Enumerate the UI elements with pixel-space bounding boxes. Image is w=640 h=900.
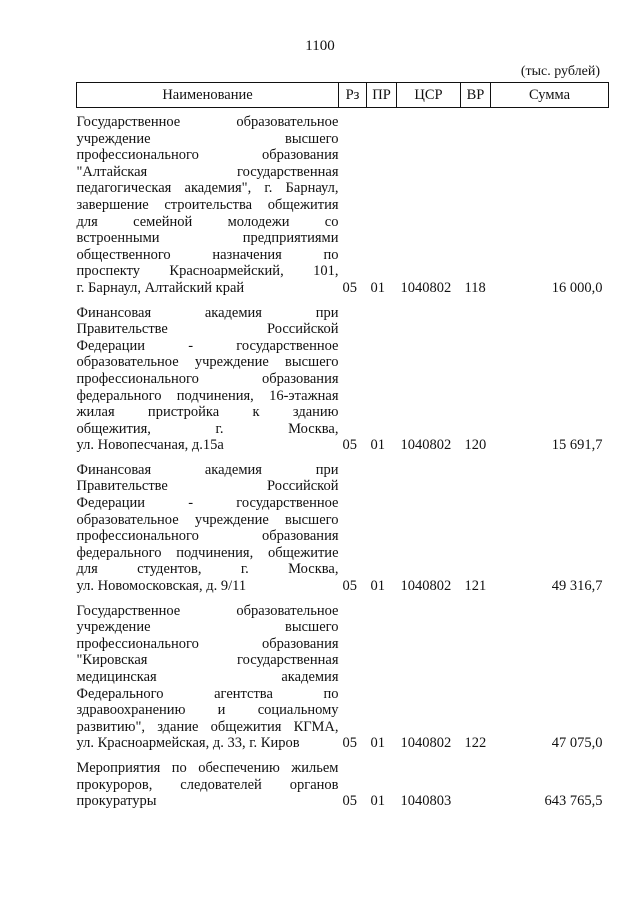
row-sum: 15 691,7 [551, 437, 603, 454]
row-pr: 01 [370, 735, 385, 752]
row-name-line: Федерации - государственное [76, 495, 339, 512]
row-name-line: общественного назначения по [76, 246, 339, 263]
row-name-line: Федерального агентства по [76, 685, 339, 702]
row-name-line: учреждение высшего [76, 130, 339, 147]
row-name-line: профессионального образования [76, 147, 339, 164]
row-name-line: Финансовая академия при [76, 304, 339, 321]
row-pr: 01 [370, 279, 385, 296]
row-name [77, 456, 339, 597]
row-name-line: педагогическая академия", г. Барнаул, [76, 180, 339, 197]
header-rz: Рз [339, 83, 367, 108]
row-name-line: Правительстве Российской [76, 478, 339, 495]
table-row [77, 108, 609, 299]
row-name-line: общежития, г. Москва, [76, 420, 339, 437]
row-name-line: для семейной молодежи со [76, 213, 339, 230]
row-name-line: встроенными предприятиями [76, 230, 339, 247]
row-vr: 122 [464, 735, 487, 752]
row-csr: 1040802 [400, 735, 452, 752]
table-header-row [77, 83, 609, 108]
row-name-line: ул. Новомосковская, д. 9/11 [76, 578, 247, 595]
row-name-line: ул. Красноармейская, д. 33, г. Киров [76, 735, 300, 752]
row-name [77, 597, 339, 754]
row-name-line: Государственное образовательное [76, 114, 339, 130]
table-row [77, 456, 609, 597]
row-pr: 01 [370, 578, 385, 595]
row-name-line: медицинская академия [76, 669, 339, 685]
row-name [77, 108, 339, 299]
header-sum: Сумма [491, 83, 609, 108]
row-sum: 47 075,0 [551, 735, 603, 752]
row-name-line: федерального подчинения, 16-этажная [76, 387, 339, 404]
row-name-line: федерального подчинения, общежитие [76, 544, 339, 561]
row-pr: 01 [370, 437, 385, 454]
row-csr: 1040802 [400, 279, 452, 296]
row-name-line: профессионального образования [76, 528, 339, 545]
units-label: (тыс. рублей) [520, 64, 600, 79]
row-name-line: здравоохранению и социальному [76, 702, 339, 719]
row-rz: 05 [342, 437, 357, 454]
row-vr: 120 [464, 437, 487, 454]
row-rz: 05 [342, 793, 357, 810]
row-vr: 121 [464, 578, 487, 595]
table-body [77, 108, 609, 812]
row-name-line: Государственное образовательное [76, 602, 339, 619]
row-name-line: "Алтайская государственная [76, 163, 339, 180]
table-row [77, 299, 609, 456]
row-rz: 05 [342, 578, 357, 595]
table-row [77, 754, 609, 812]
row-name-line: завершение строительства общежития [76, 196, 339, 213]
row-name-line: профессионального образования [76, 635, 339, 652]
row-sum: 49 316,7 [551, 578, 603, 595]
row-csr: 1040803 [400, 793, 452, 810]
row-sum: 643 765,5 [544, 793, 603, 810]
row-csr: 1040802 [400, 437, 452, 454]
row-vr: 118 [464, 279, 486, 296]
row-name-line: Финансовая академия при [76, 461, 339, 478]
row-name-line: Правительстве Российской [76, 321, 339, 338]
row-name-line: проспекту Красноармейский, 101, [76, 263, 339, 280]
row-name-line: образовательное учреждение высшего [76, 511, 339, 528]
row-name-line: Федерации - государственное [76, 337, 339, 354]
row-pr: 01 [370, 793, 385, 810]
row-rz: 05 [342, 735, 357, 752]
row-rz: 05 [342, 279, 357, 296]
row-sum: 16 000,0 [551, 279, 603, 296]
header-pr: ПР [367, 83, 397, 108]
budget-table [76, 82, 609, 812]
row-name-line: прокуратуры [76, 793, 157, 810]
header-csr: ЦСР [397, 83, 461, 108]
row-name-line: г. Барнаул, Алтайский край [76, 279, 245, 296]
row-name-line: для студентов, г. Москва, [76, 561, 339, 578]
row-name-line: профессионального образования [76, 370, 339, 387]
row-csr: 1040802 [400, 578, 452, 595]
row-name-line: образовательное учреждение высшего [76, 354, 339, 371]
row-name-line: Мероприятия по обеспечению жильем [76, 759, 339, 776]
header-vr: ВР [461, 83, 491, 108]
row-name [77, 299, 339, 456]
row-name-line: прокуроров, следователей органов [76, 776, 339, 793]
row-name-line: развитию", здание общежития КГМА, [76, 718, 339, 735]
table-row [77, 597, 609, 754]
row-name [77, 754, 339, 812]
row-name-line: ул. Новопесчаная, д.15а [76, 437, 224, 454]
row-name-line: жилая пристройка к зданию [76, 404, 339, 421]
header-name: Наименование [77, 83, 339, 108]
page-number: 1100 [305, 38, 335, 54]
row-name-line: "Кировская государственная [76, 652, 339, 669]
row-vr [461, 754, 491, 812]
row-name-line: учреждение высшего [76, 619, 339, 636]
